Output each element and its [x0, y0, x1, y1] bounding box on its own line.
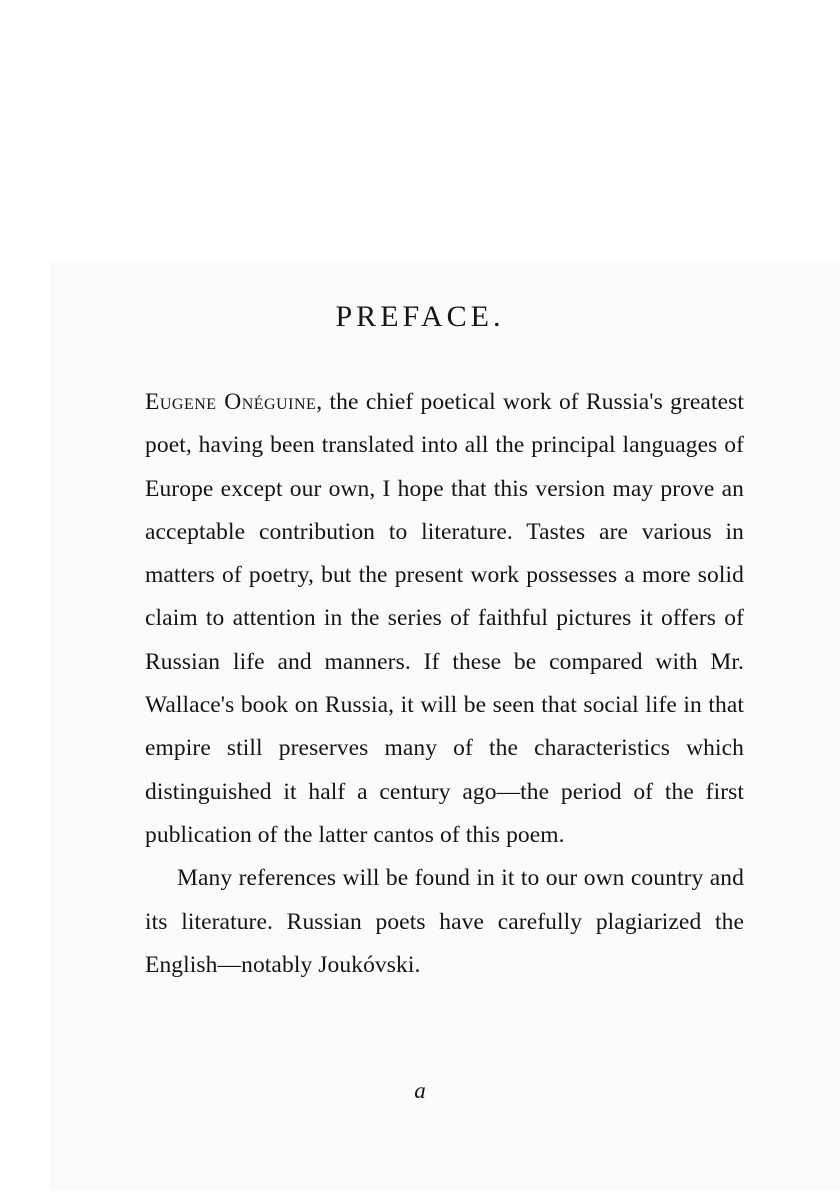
- page-title: PREFACE.: [335, 300, 505, 333]
- preface-body: [145, 381, 744, 987]
- work-title: Eugene Onéguine: [145, 389, 317, 415]
- paragraph-1-text: , the chief poetical work of Russia's greatest poet, having been translated into all the principal languages of Europe except our own, I hope that this version may prove an acceptable contribution to literature. Tastes are various in matters of poetry, but the present work possesses a more solid claim to attention in the series of faithful pictures it offers of Russian life and manners. If these be compared with Mr. Wallace's book on Russia, it will be seen that social life in that empire still preserves many of the characteristics which distinguished it half a century ago—the period of the first publication of the latter cantos of this poem.: [145, 389, 744, 848]
- signature-mark: a: [414, 1078, 426, 1103]
- paragraph-2: Many references will be found in it to our own country and its literature. Russian poets have carefully plagiarized the English—notably Joukóvski.: [145, 865, 744, 978]
- paragraph-1: [145, 381, 744, 857]
